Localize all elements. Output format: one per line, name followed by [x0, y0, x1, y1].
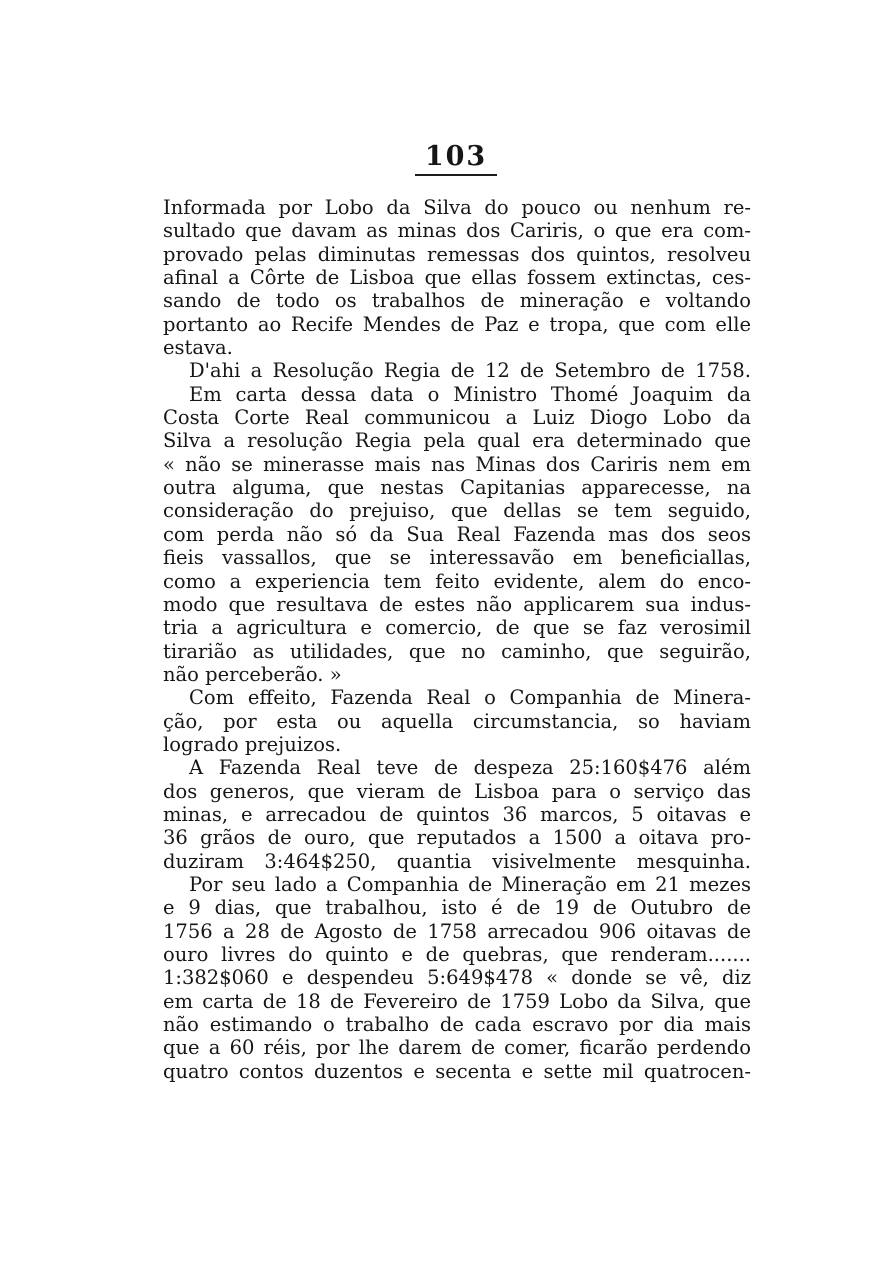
- body-text: [163, 196, 751, 1083]
- text-line: Silva a resolução Regia pela qual era determinado que: [163, 429, 751, 453]
- text-line: minas, e arrecadou de quintos 36 marcos, 5 oitavas e: [163, 802, 751, 826]
- text-line: outra alguma, que nestas Capitanias apparecesse, na: [163, 476, 751, 500]
- text-line: ouro livres do quinto e de quebras, que renderam.......: [163, 943, 751, 966]
- text-line: tirarião as utilidades, que no caminho, que seguirão,: [163, 639, 751, 663]
- text-line: não perceberão. »: [163, 662, 342, 686]
- text-line: provado pelas diminutas remessas dos quintos, resolveu: [163, 242, 751, 266]
- text-line: estava.: [163, 336, 233, 360]
- text-line: consideração do prejuiso, que dellas se tem seguido,: [163, 499, 751, 523]
- text-line: como a experiencia tem feito evidente, alem do enco-: [163, 569, 751, 593]
- text-line: sando de todo os trabalhos de mineração e voltando: [163, 289, 751, 313]
- text-line: « não se minerasse mais nas Minas dos Cariris nem em: [163, 452, 751, 476]
- text-line: Em carta dessa data o Ministro Thomé Joaquim da: [189, 382, 751, 406]
- text-line: portanto ao Recife Mendes de Paz e tropa, que com elle: [163, 312, 751, 336]
- text-line: Com effeito, Fazenda Real o Companhia de Minera-: [189, 686, 751, 710]
- text-line: 1:382$060 e despendeu 5:649$478 « donde se vê, diz: [163, 966, 751, 990]
- text-line: A Fazenda Real teve de despeza 25:160$476 além: [189, 756, 751, 780]
- text-line: dos generos, que vieram de Lisboa para o serviço das: [163, 779, 751, 803]
- text-line: Por seu lado a Companhia de Mineração em 21 mezes: [189, 872, 751, 896]
- text-line: Informada por Lobo da Silva do pouco ou nenhum re-: [163, 196, 751, 219]
- text-line: ção, por esta ou aquella circumstancia, so haviam: [163, 709, 751, 733]
- text-line: não estimando o trabalho de cada escravo por dia mais: [163, 1013, 751, 1037]
- text-line: quatro contos duzentos e secenta e sette mil quatrocen-: [163, 1059, 751, 1083]
- text-line: Costa Corte Real communicou a Luiz Diogo Lobo da: [163, 406, 751, 430]
- text-line: 1756 a 28 de Agosto de 1758 arrecadou 906 oitavas de: [163, 919, 751, 943]
- text-line: com perda não só da Sua Real Fazenda mas dos seos: [163, 522, 751, 546]
- text-line: modo que resultava de estes não applicarem sua indus-: [163, 592, 751, 616]
- text-line: afinal a Côrte de Lisboa que ellas fossem extinctas, ces-: [163, 266, 751, 290]
- text-line: 36 grãos de ouro, que reputados a 1500 a oitava pro-: [163, 826, 751, 850]
- text-line: que a 60 réis, por lhe darem de comer, ficarão perdendo: [163, 1036, 751, 1060]
- text-line: e 9 dias, que trabalhou, isto é de 19 de Outubro de: [163, 896, 751, 920]
- text-line: em carta de 18 de Fevereiro de 1759 Lobo da Silva, que: [163, 989, 751, 1013]
- page-number: 103: [424, 141, 488, 172]
- text-line: duziram 3:464$250, quantia visivelmente mesquinha.: [163, 849, 751, 873]
- text-line: D'ahi a Resolução Regia de 12 de Setembro de 1758.: [189, 359, 751, 383]
- text-line: tria a agricultura e comercio, de que se faz verosimil: [163, 616, 751, 640]
- text-line: logrado prejuizos.: [163, 732, 342, 756]
- page-number-rule: [415, 174, 497, 176]
- text-line: fieis vassallos, que se interessavão em beneficiallas,: [163, 546, 751, 570]
- text-line: sultado que davam as minas dos Cariris, o que era com-: [163, 219, 751, 243]
